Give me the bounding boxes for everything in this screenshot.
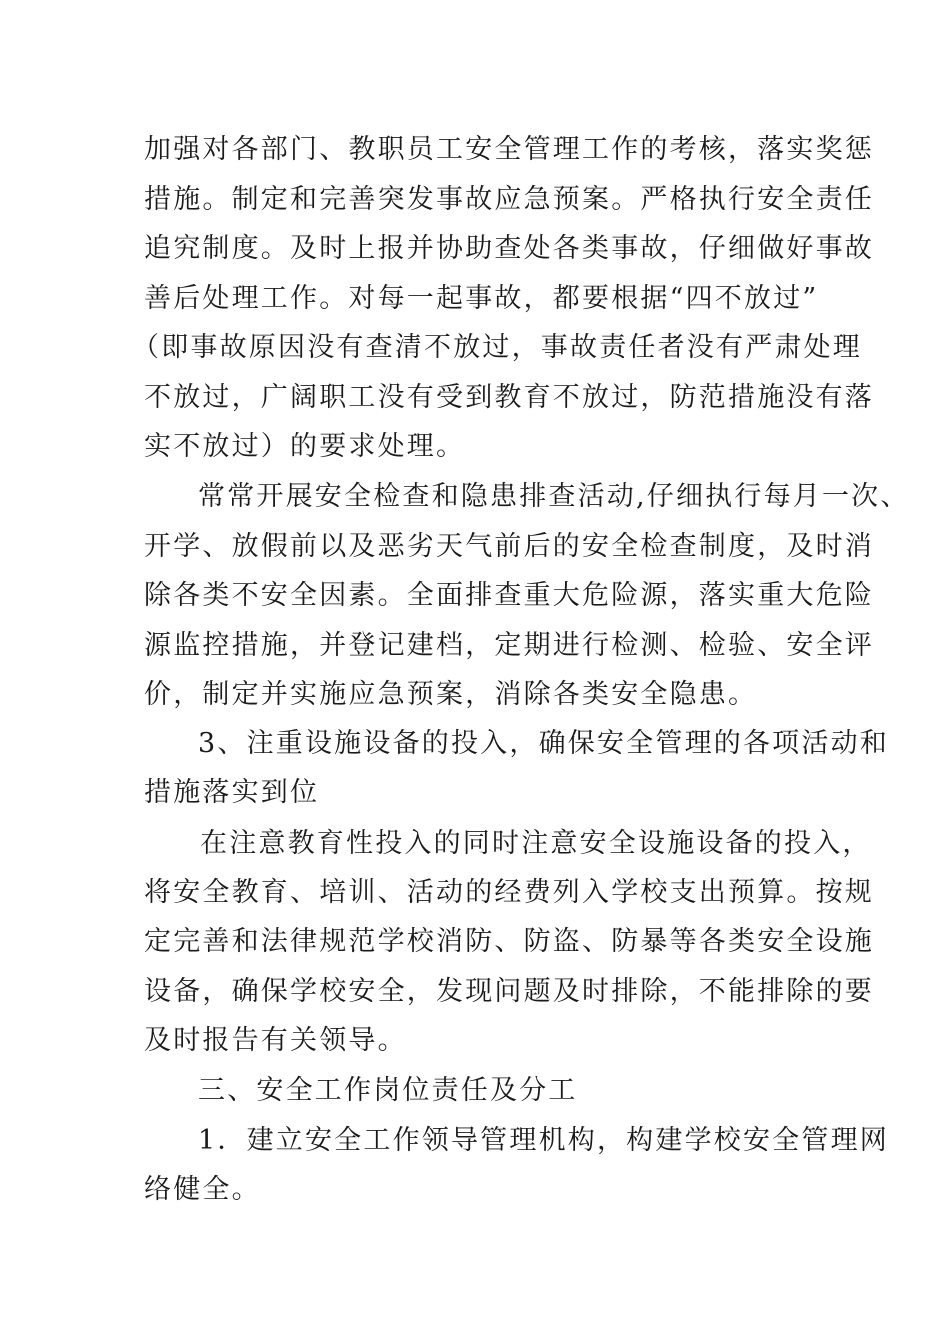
text-line: 设备，确保学校安全，发现问题及时排除，不能排除的要 [144,976,874,1007]
text-line: 开学、放假前以及恶劣天气前后的安全检查制度，及时消 [144,531,874,562]
text-line: 除各类不安全因素。全面排查重大危险源，落实重大危险 [144,580,874,611]
text-line: 价，制定并实施应急预案，消除各类安全隐患。 [144,679,758,710]
section-heading: 3、注重设施设备的投入，确保安全管理的各项活动和 [198,728,889,759]
paragraph-first-line: 常常开展安全检查和隐患排查活动,仔细执行每月一次、 [198,481,910,512]
text-line: 加强对各部门、教职员工安全管理工作的考核，落实奖惩 [144,134,874,165]
text-line: 实不放过）的要求处理。 [144,431,466,462]
text-line: 及时报告有关领导。 [144,1025,407,1056]
text-line: 将安全教育、培训、活动的经费列入学校支出预算。按规 [144,877,874,908]
text-line: （即事故原因没有查清不放过，事故责任者没有严肃处理 [132,332,862,363]
section-heading-continued: 措施落实到位 [144,777,320,808]
text-line: 善后处理工作。对每一起事故，都要根据“四不放过” [144,283,819,314]
text-line: 追究制度。及时上报并协助查处各类事故，仔细做好事故 [144,233,874,264]
text-line: 不放过，广阔职工没有受到教育不放过，防范措施没有落 [144,382,874,413]
text-line: 措施。制定和完善突发事故应急预案。严格执行安全责任 [144,184,874,215]
list-item: 1．建立安全工作领导管理机构，构建学校安全管理网 [198,1125,889,1156]
chapter-heading: 三、安全工作岗位责任及分工 [198,1075,578,1106]
list-item-continued: 络健全。 [144,1174,261,1205]
text-line: 定完善和法律规范学校消防、防盗、防暴等各类安全设施 [144,926,874,957]
paragraph-first-line: 在注意教育性投入的同时注意安全设施设备的投入， [200,828,872,859]
text-line: 源监控措施，并登记建档，定期进行检测、检验、安全评 [144,630,874,661]
